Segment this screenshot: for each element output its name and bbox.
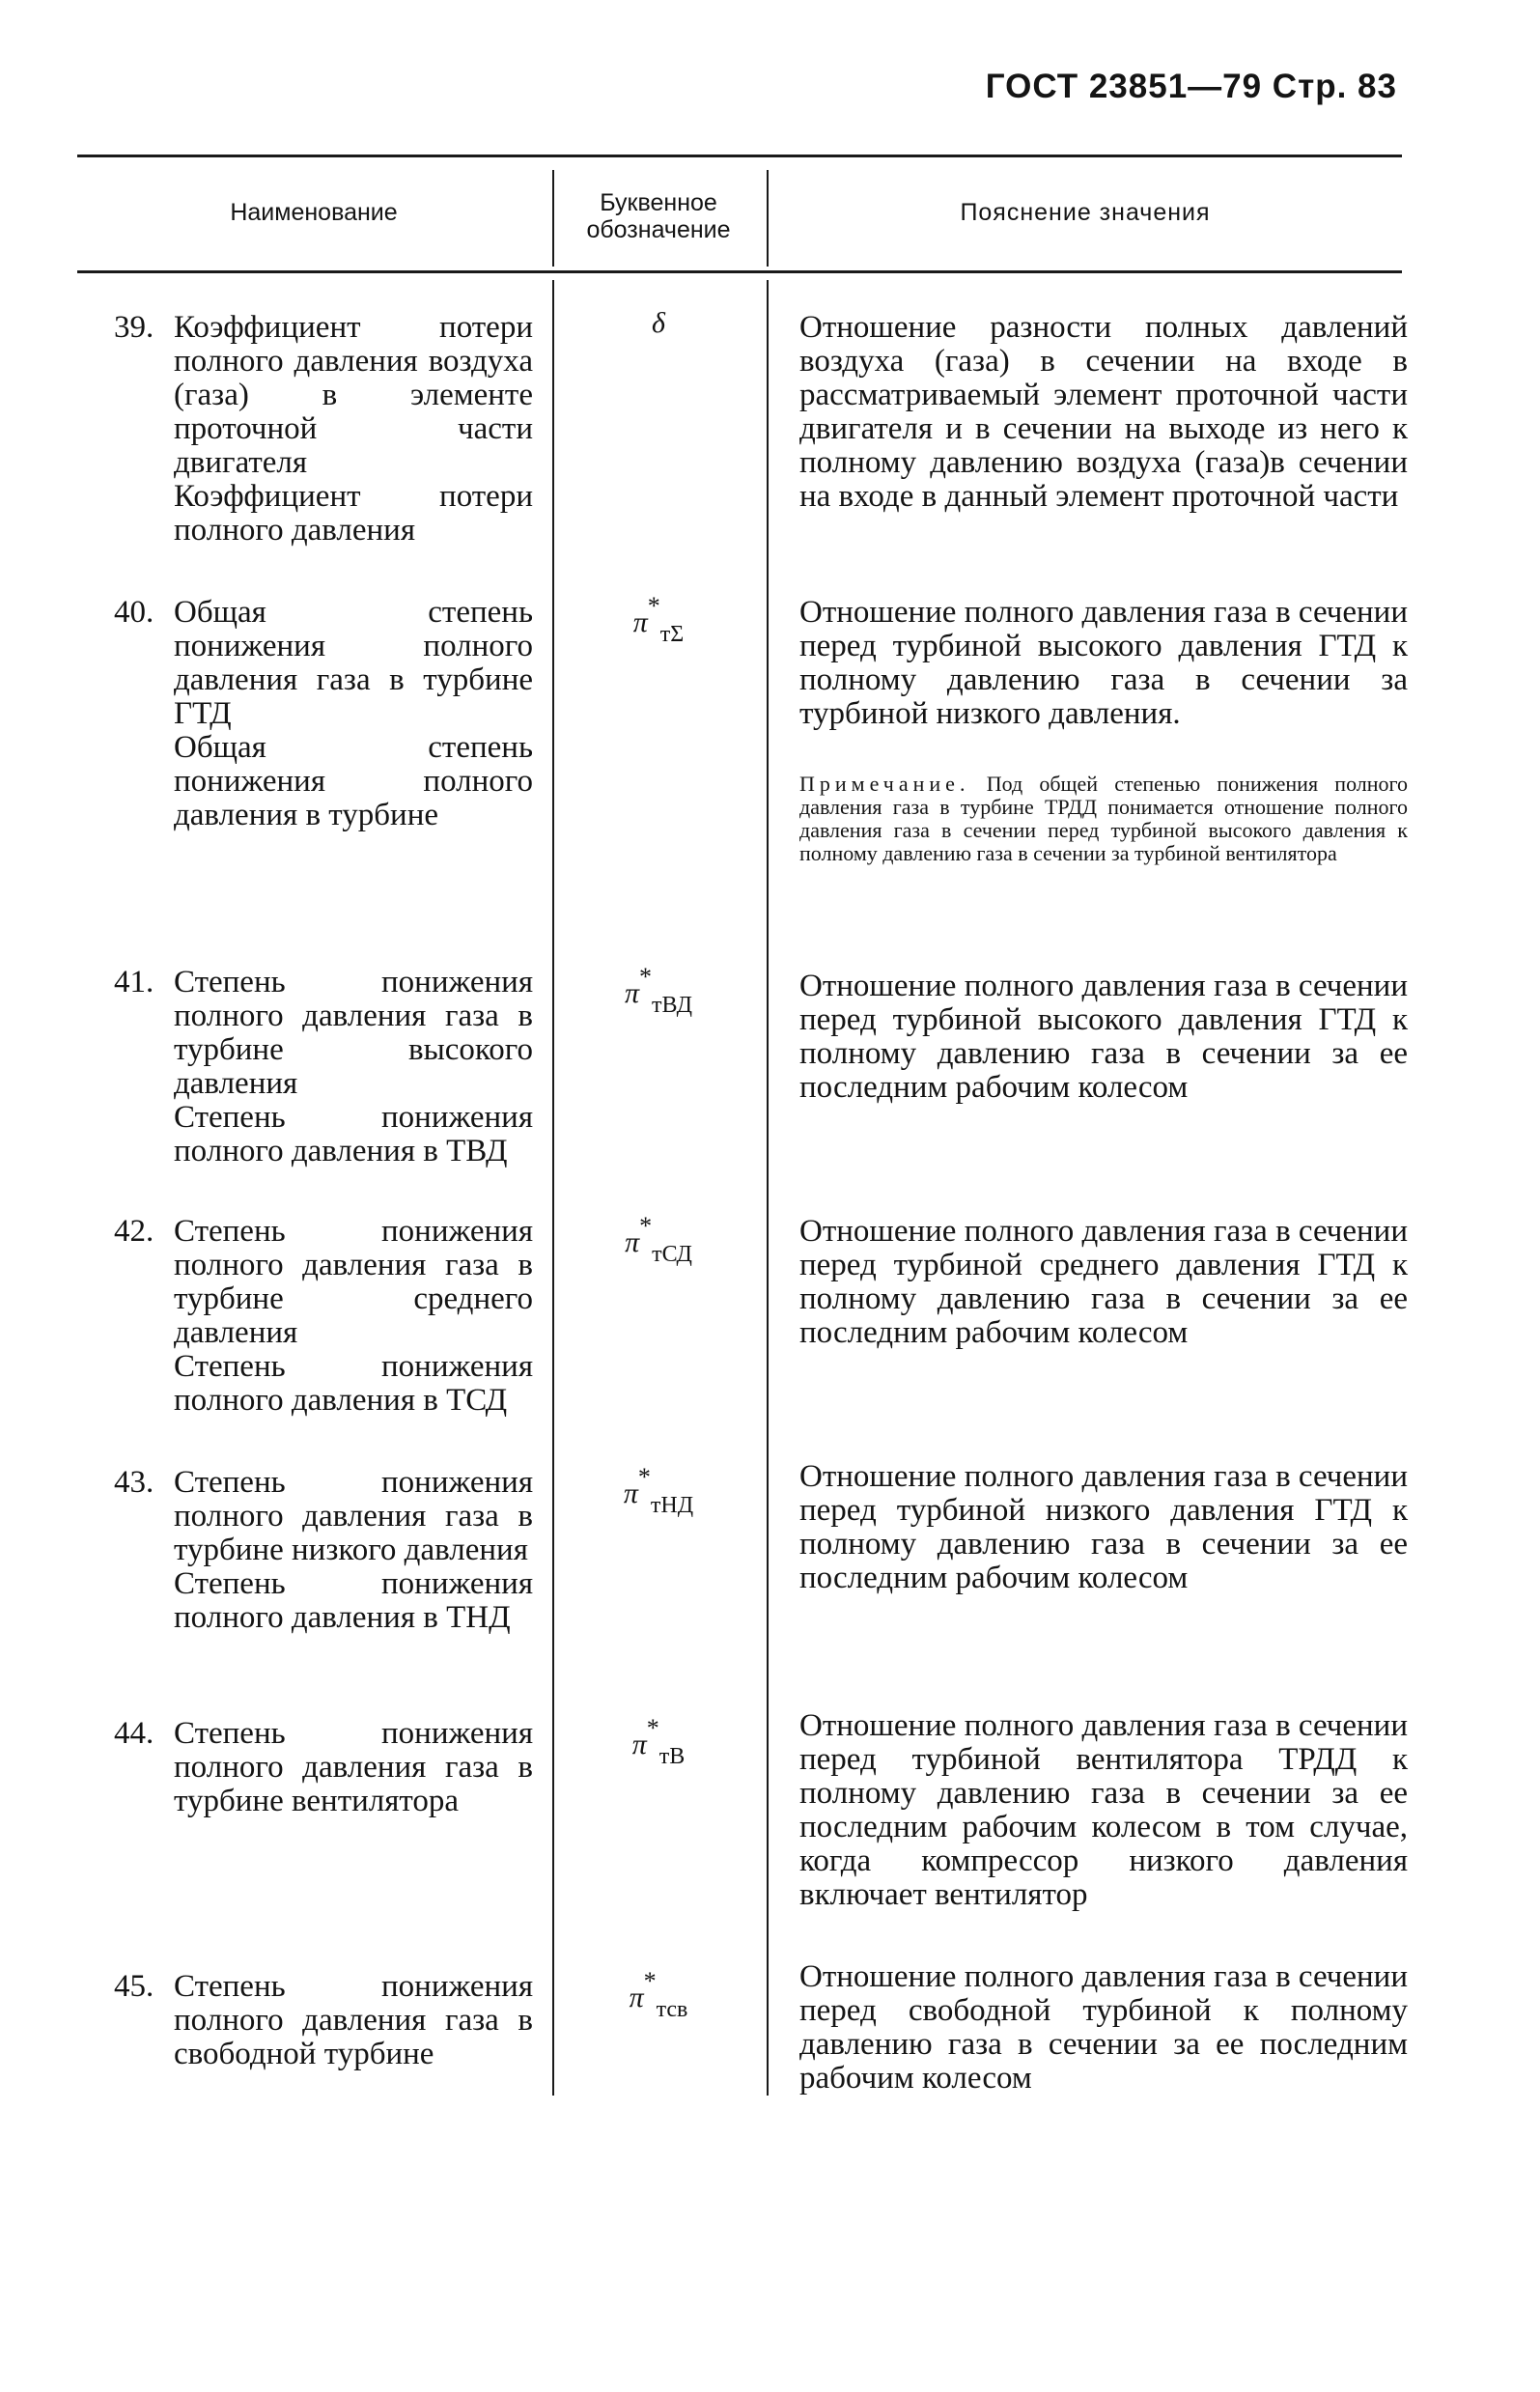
term-name xyxy=(174,311,533,548)
term-name xyxy=(174,1466,533,1635)
term-full-name: Степень понижения полного давления газа в турбине высокого давления xyxy=(174,965,533,1101)
symbol-base: π xyxy=(625,977,640,1009)
symbol-sub: тСД xyxy=(652,1242,692,1267)
term-name xyxy=(174,1970,533,2071)
term-short-name: Коэффициент потери полного давления xyxy=(174,479,533,548)
term-symbol xyxy=(552,1714,765,1769)
term-full-name: Степень понижения полного давления газа в турбине низкого давления xyxy=(174,1465,533,1567)
term-symbol xyxy=(552,307,765,340)
column-header-symbol: Буквенное обозначение xyxy=(586,189,731,243)
symbol-sup: * xyxy=(647,592,660,620)
symbol-sub: тВД xyxy=(652,993,692,1018)
term-symbol xyxy=(552,963,765,1018)
symbol-base: π xyxy=(625,1226,640,1258)
term-full-name: Общая степень понижения полного давления газа в турбине ГТД xyxy=(174,595,533,731)
column-divider-2-body xyxy=(767,280,769,2096)
term-symbol xyxy=(552,592,765,647)
term-full-name: Степень понижения полного давления газа в турбине среднего давления xyxy=(174,1214,533,1350)
term-name xyxy=(174,1215,533,1418)
note-text: Под общей степенью понижения полного давления газа в турбине ТРДД понимается отношение полного давления газа в сечении перед турбиной высокого давления к полному давлению газа в сечении за турбиной вентилятора xyxy=(799,772,1409,865)
symbol-base: π xyxy=(631,1729,647,1760)
table-top-rule xyxy=(77,155,1402,157)
term-explanation: Отношение полного давления газа в сечении перед свободной турбиной к полному давлению газа в сечении за ее последним рабочим колесом xyxy=(799,1959,1408,2096)
term-symbol xyxy=(552,1463,765,1518)
term-full-name: Коэффициент потери полного давления воздуха (газа) в элементе проточной части двигателя xyxy=(174,310,533,480)
symbol-base: π xyxy=(623,1477,638,1509)
column-header-name: Наименование xyxy=(230,199,398,226)
term-short-name: Общая степень понижения полного давления в турбине xyxy=(174,730,533,832)
term-number: 44. xyxy=(114,1716,154,1751)
term-explanation: Отношение полного давления газа в сечении перед турбиной вентилятора ТРДД к полному давлению газа в сечении за ее последним рабочим колесом в том случае, когда компрессор низкого давления включает вентилятор xyxy=(799,1708,1408,1912)
term-number: 39. xyxy=(114,310,154,345)
term-note xyxy=(799,773,1408,865)
symbol-sub: тНД xyxy=(650,1493,694,1518)
term-number: 42. xyxy=(114,1214,154,1249)
symbol-base: δ xyxy=(652,307,665,339)
term-explanation: Отношение полного давления газа в сечении перед турбиной высокого давления ГТД к полному давлению газа в сечении за ее последним рабочим колесом xyxy=(799,969,1408,1105)
term-name xyxy=(174,966,533,1168)
symbol-sup: * xyxy=(646,1714,659,1742)
term-full-name: Степень понижения полного давления газа в свободной турбине xyxy=(174,1969,533,2071)
term-number: 41. xyxy=(114,965,154,999)
symbol-base: π xyxy=(629,1982,644,2013)
table-header-rule xyxy=(77,270,1402,273)
term-full-name: Степень понижения полного давления газа в турбине вентилятора xyxy=(174,1716,533,1818)
term-explanation: Отношение полного давления газа в сечении перед турбиной низкого давления ГТД к полному давлению газа в сечении за ее последним рабочим колесом xyxy=(799,1459,1408,1595)
symbol-sub: тсв xyxy=(656,1997,688,2022)
symbol-base: π xyxy=(632,606,648,638)
term-name xyxy=(174,1717,533,1818)
column-divider-1-body xyxy=(552,280,554,2096)
term-name xyxy=(174,596,533,832)
column-header-explanation: Пояснение значения xyxy=(960,199,1211,226)
page-header-ref: ГОСТ 23851—79 Стр. 83 xyxy=(985,68,1397,105)
term-short-name: Степень понижения полного давления в ТВД xyxy=(174,1100,533,1168)
symbol-sup: * xyxy=(639,963,653,991)
term-symbol xyxy=(552,1212,765,1267)
term-explanation: Отношение полного давления газа в сечении перед турбиной среднего давления ГТД к полному давлению газа в сечении за ее последним рабочим колесом xyxy=(799,1214,1408,1350)
term-explanation: Отношение разности полных давлений воздуха (газа) в сечении на входе в рассматриваемый элемент проточной части двигателя и в сечении на выходе из него к полному давлению воздуха (газа)в сечении на входе в данный элемент проточной части xyxy=(799,310,1408,514)
symbol-sub: тΣ xyxy=(659,622,685,647)
term-number: 45. xyxy=(114,1969,154,2004)
note-label: Примечание. xyxy=(799,772,970,796)
term-explanation: Отношение полного давления газа в сечении перед турбиной высокого давления ГТД к полному давлению газа в сечении за турбиной низкого давления. xyxy=(799,595,1408,731)
term-symbol xyxy=(552,1967,765,2022)
term-number: 40. xyxy=(114,595,154,630)
symbol-sub: тВ xyxy=(658,1744,686,1769)
symbol-sup: * xyxy=(637,1463,651,1491)
symbol-sup: * xyxy=(643,1967,657,1995)
term-short-name: Степень понижения полного давления в ТСД xyxy=(174,1349,533,1418)
term-number: 43. xyxy=(114,1465,154,1500)
term-short-name: Степень понижения полного давления в ТНД xyxy=(174,1566,533,1635)
symbol-sup: * xyxy=(639,1212,653,1240)
